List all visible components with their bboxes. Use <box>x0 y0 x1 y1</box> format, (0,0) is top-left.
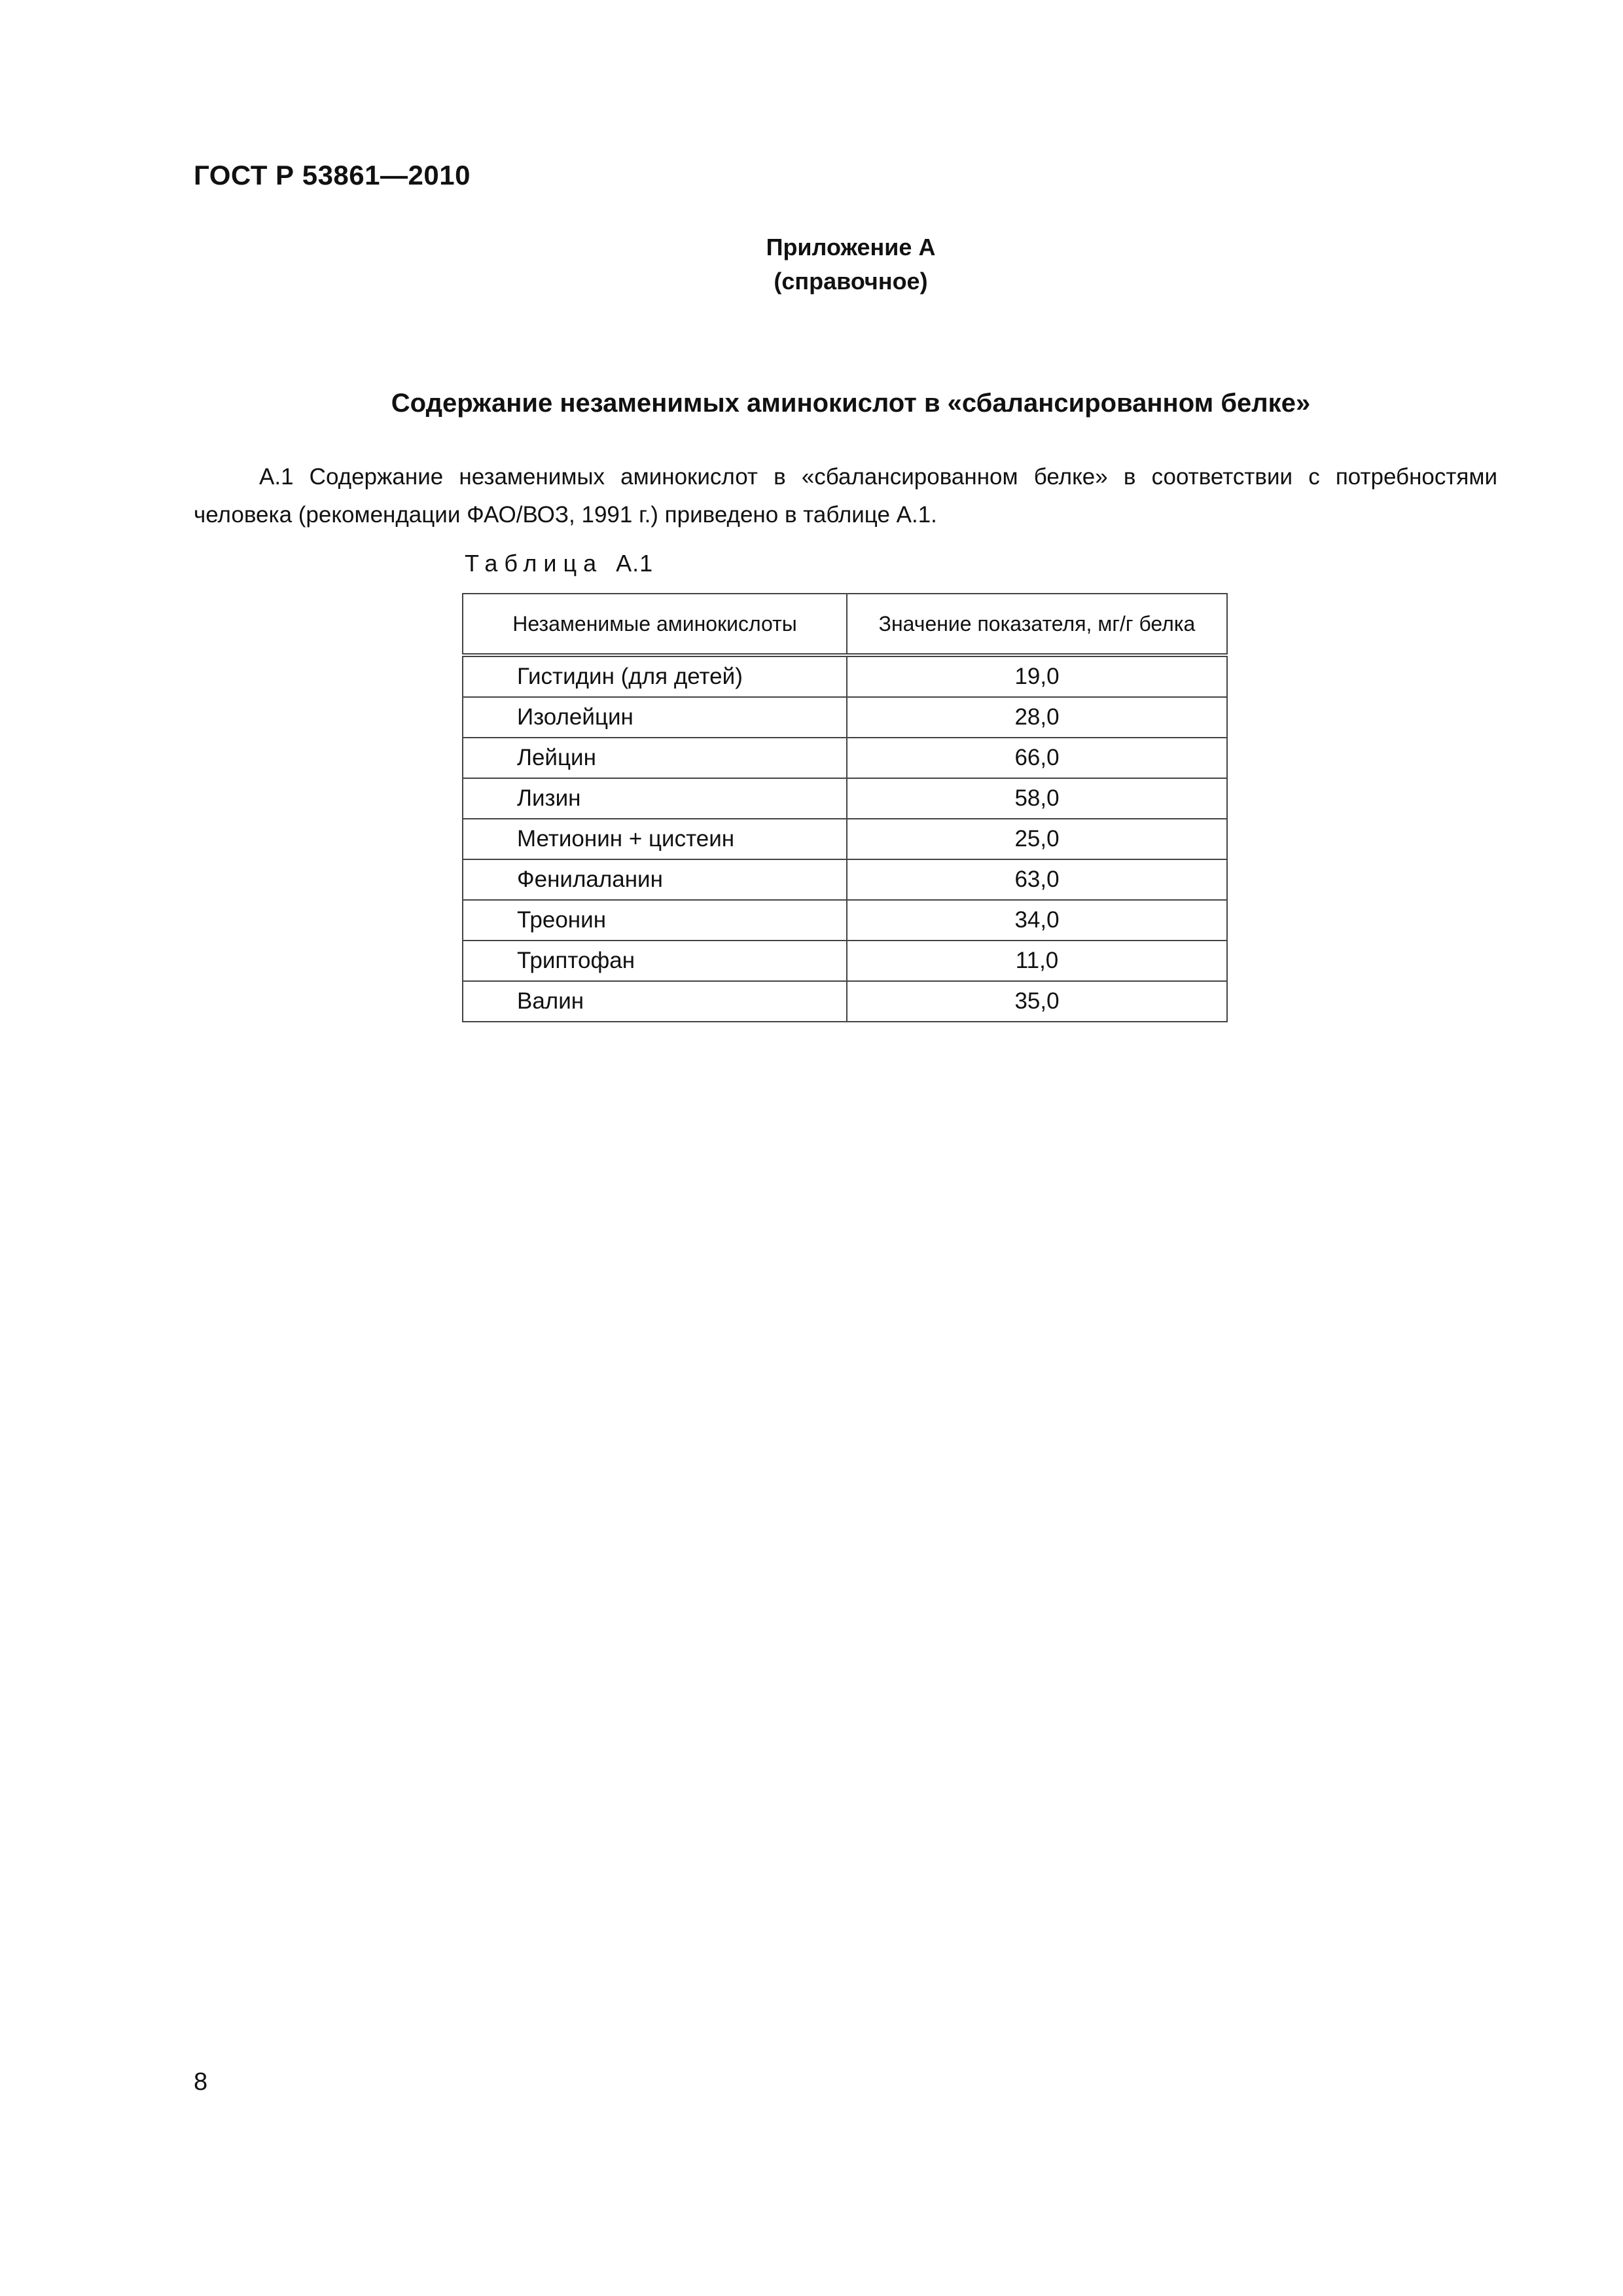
table-caption-word: Таблица <box>465 550 603 577</box>
paragraph-a1: А.1 Содержание незаменимых аминокислот в «сбалансированном белке» в соответствии с потребностями человека (рекомендации ФАО/ВОЗ, 1991 г.) приведено в таблице А.1. <box>194 464 1497 528</box>
header-value: Значение показателя, мг/г белка <box>847 594 1227 655</box>
row-name: Треонин <box>463 900 847 941</box>
row-name: Валин <box>463 981 847 1022</box>
row-name: Метионин + цистеин <box>463 819 847 859</box>
section-title: Содержание незаменимых аминокислот в «сбалансированном белке» <box>391 389 1311 418</box>
table-caption <box>465 550 653 577</box>
row-value: 11,0 <box>847 941 1227 981</box>
row-value: 28,0 <box>847 697 1227 738</box>
table-row <box>463 697 1227 738</box>
table-row <box>463 941 1227 981</box>
header-amino-acids: Незаменимые аминокислоты <box>463 594 847 655</box>
row-name: Гистидин (для детей) <box>463 655 847 697</box>
row-name: Лейцин <box>463 738 847 778</box>
row-name: Фенилаланин <box>463 859 847 900</box>
table-caption-number: А.1 <box>616 550 654 577</box>
page-number: 8 <box>194 2068 208 2096</box>
row-value: 34,0 <box>847 900 1227 941</box>
table-row <box>463 819 1227 859</box>
table-row <box>463 859 1227 900</box>
table-row <box>463 778 1227 819</box>
row-value: 63,0 <box>847 859 1227 900</box>
row-name: Лизин <box>463 778 847 819</box>
row-value: 25,0 <box>847 819 1227 859</box>
row-value: 19,0 <box>847 655 1227 697</box>
row-value: 58,0 <box>847 778 1227 819</box>
table-row <box>463 900 1227 941</box>
row-value: 66,0 <box>847 738 1227 778</box>
table-row <box>463 655 1227 697</box>
table-row <box>463 981 1227 1022</box>
row-name: Изолейцин <box>463 697 847 738</box>
annex-type: (справочное) <box>774 268 928 295</box>
row-value: 35,0 <box>847 981 1227 1022</box>
document-code: ГОСТ Р 53861—2010 <box>194 160 471 190</box>
table-header-row <box>463 594 1227 655</box>
row-name: Триптофан <box>463 941 847 981</box>
amino-acid-table <box>462 593 1228 1022</box>
annex-heading <box>0 230 1623 298</box>
table-row <box>463 738 1227 778</box>
annex-title: Приложение А <box>766 234 936 260</box>
